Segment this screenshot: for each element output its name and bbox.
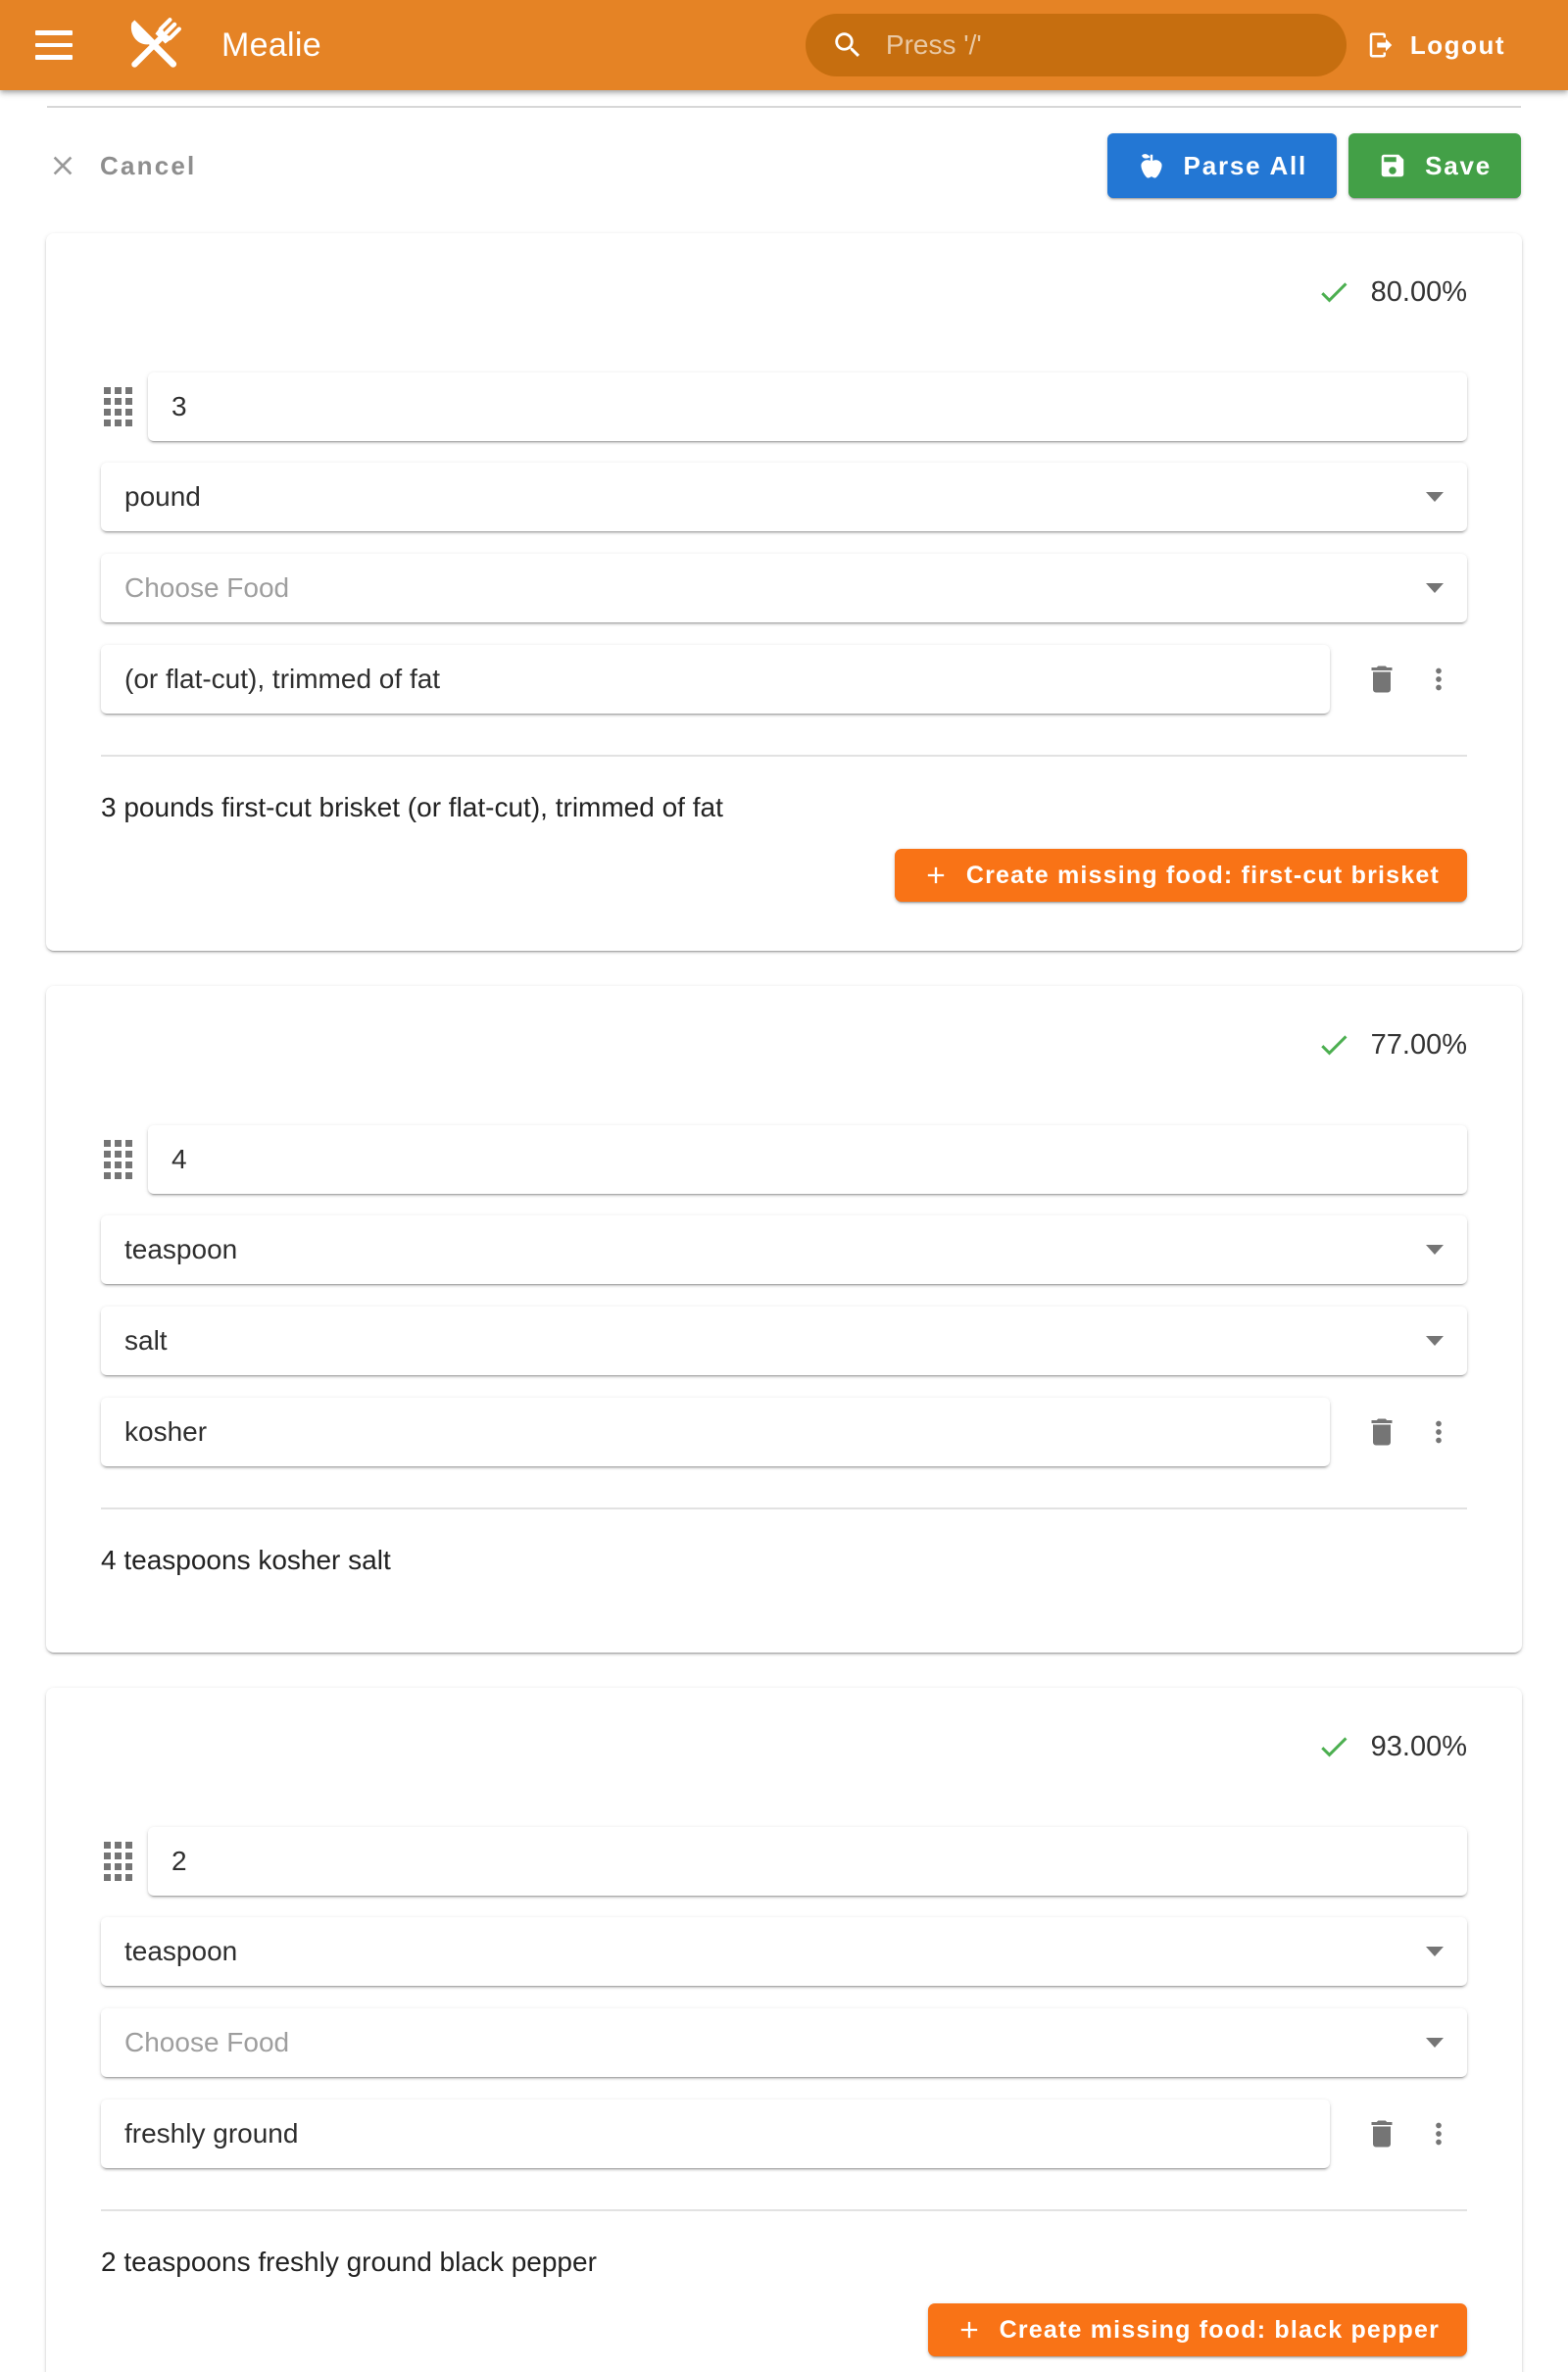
- note-input[interactable]: [124, 664, 1306, 695]
- chevron-down-icon: [1426, 1947, 1444, 1956]
- confidence-row: [101, 1027, 1467, 1062]
- ingredient-card: [46, 1688, 1522, 2372]
- chevron-down-icon: [1426, 583, 1444, 593]
- note-input[interactable]: [124, 1416, 1306, 1448]
- kebab-menu-icon: [1422, 2117, 1455, 2150]
- check-icon: [1316, 1027, 1351, 1062]
- create-missing-food-label: Create missing food: first-cut brisket: [965, 861, 1440, 889]
- more-options-button[interactable]: [1410, 1404, 1467, 1460]
- food-select[interactable]: [101, 2008, 1467, 2077]
- trash-icon: [1364, 1414, 1399, 1450]
- quantity-field[interactable]: [148, 1125, 1467, 1194]
- save-button[interactable]: [1348, 133, 1521, 198]
- logout-label: Logout: [1409, 29, 1505, 60]
- kebab-menu-icon: [1422, 1415, 1455, 1449]
- create-missing-food-button[interactable]: [895, 849, 1467, 902]
- mealie-logo-icon: [120, 11, 188, 79]
- drag-handle-icon[interactable]: [104, 1842, 132, 1881]
- search-icon: [831, 28, 864, 62]
- food-select[interactable]: [101, 554, 1467, 622]
- confidence-value: 93.00%: [1370, 1730, 1467, 1762]
- food-placeholder: Choose Food: [124, 2027, 290, 2057]
- check-icon: [1316, 274, 1351, 310]
- more-options-button[interactable]: [1410, 651, 1467, 708]
- logout-button[interactable]: [1366, 30, 1505, 61]
- note-input[interactable]: [124, 2118, 1306, 2150]
- delete-button[interactable]: [1353, 1404, 1410, 1460]
- create-missing-food-button[interactable]: [928, 2303, 1467, 2356]
- unit-value: teaspoon: [124, 1936, 238, 1966]
- unit-select[interactable]: [101, 1917, 1467, 1986]
- note-field[interactable]: [101, 1398, 1330, 1466]
- card-divider: [101, 2209, 1467, 2211]
- chevron-down-icon: [1426, 492, 1444, 502]
- delete-button[interactable]: [1353, 651, 1410, 708]
- unit-select[interactable]: [101, 463, 1467, 531]
- trash-icon: [1364, 662, 1399, 697]
- check-icon: [1316, 1729, 1351, 1764]
- chevron-down-icon: [1426, 2038, 1444, 2048]
- cancel-button[interactable]: [47, 150, 196, 181]
- chevron-down-icon: [1426, 1245, 1444, 1255]
- quantity-field[interactable]: [148, 1827, 1467, 1896]
- parse-all-label: Parse All: [1183, 150, 1308, 180]
- save-label: Save: [1425, 150, 1492, 180]
- parse-all-button[interactable]: [1107, 133, 1338, 198]
- chevron-down-icon: [1426, 1336, 1444, 1346]
- confidence-row: [101, 1729, 1467, 1764]
- logout-icon: [1366, 30, 1396, 60]
- delete-button[interactable]: [1353, 2105, 1410, 2162]
- confidence-row: [101, 274, 1467, 310]
- quantity-input[interactable]: [172, 391, 1444, 422]
- unit-value: teaspoon: [124, 1234, 238, 1264]
- close-icon: [47, 150, 78, 181]
- search-placeholder: Press '/': [885, 29, 982, 60]
- quantity-field[interactable]: [148, 372, 1467, 441]
- page-divider: [47, 106, 1521, 108]
- app-title: Mealie: [221, 25, 321, 64]
- original-ingredient-text: 2 teaspoons freshly ground black pepper: [101, 2247, 597, 2277]
- trash-icon: [1364, 2116, 1399, 2151]
- card-divider: [101, 1507, 1467, 1509]
- confidence-value: 80.00%: [1370, 275, 1467, 308]
- cancel-label: Cancel: [100, 150, 197, 180]
- unit-select[interactable]: [101, 1215, 1467, 1284]
- plus-icon: [922, 862, 950, 889]
- search-input[interactable]: [806, 14, 1347, 76]
- quantity-input[interactable]: [172, 1144, 1444, 1175]
- kebab-menu-icon: [1422, 663, 1455, 696]
- drag-handle-icon[interactable]: [104, 1140, 132, 1179]
- note-field[interactable]: [101, 645, 1330, 714]
- plus-icon: [956, 2316, 983, 2344]
- editor-toolbar: [0, 133, 1568, 198]
- app-bar: [0, 0, 1568, 90]
- original-ingredient-text: 4 teaspoons kosher salt: [101, 1545, 391, 1575]
- food-value: salt: [124, 1325, 168, 1356]
- food-select[interactable]: [101, 1307, 1467, 1375]
- unit-value: pound: [124, 481, 201, 512]
- ingredient-card: [46, 986, 1522, 1653]
- apple-icon: [1137, 151, 1166, 180]
- quantity-input[interactable]: [172, 1846, 1444, 1877]
- more-options-button[interactable]: [1410, 2105, 1467, 2162]
- food-placeholder: Choose Food: [124, 572, 290, 603]
- original-ingredient-text: 3 pounds first-cut brisket (or flat-cut), trimmed of fat: [101, 792, 723, 822]
- menu-icon[interactable]: [35, 30, 78, 60]
- card-divider: [101, 755, 1467, 757]
- drag-handle-icon[interactable]: [104, 387, 132, 426]
- create-missing-food-label: Create missing food: black pepper: [999, 2315, 1440, 2344]
- ingredient-card: [46, 233, 1522, 951]
- confidence-value: 77.00%: [1370, 1028, 1467, 1061]
- note-field[interactable]: [101, 2100, 1330, 2168]
- save-icon: [1378, 151, 1407, 180]
